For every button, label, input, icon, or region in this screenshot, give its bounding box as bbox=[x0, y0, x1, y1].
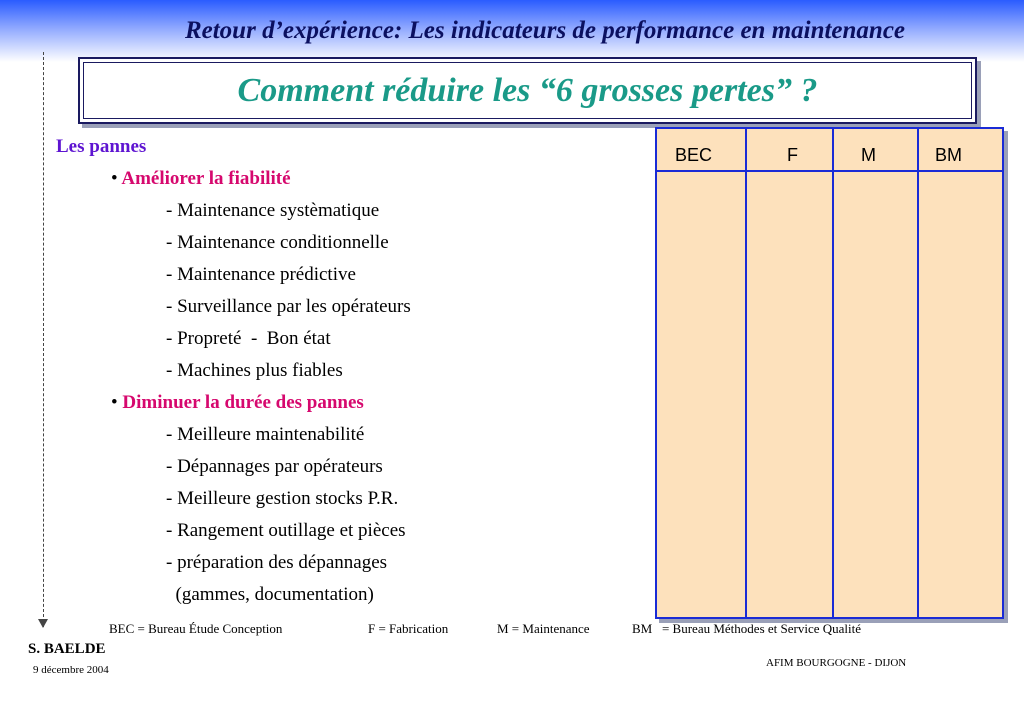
list-item: - Maintenance conditionnelle bbox=[166, 232, 389, 253]
bullet-heading-label: Améliorer la fiabilité bbox=[121, 168, 291, 189]
legend-item: M = Maintenance bbox=[497, 621, 590, 636]
legend-item: BM = Bureau Méthodes et Service Qualité bbox=[632, 621, 861, 636]
table-column-divider bbox=[745, 129, 747, 617]
table-header-divider bbox=[657, 170, 1002, 172]
list-item: - Dépannages par opérateurs bbox=[166, 456, 383, 477]
timeline-line bbox=[43, 52, 44, 627]
list-item: - Maintenance prédictive bbox=[166, 264, 356, 285]
list-item: - préparation des dépannages bbox=[166, 552, 388, 573]
bullet-heading bbox=[111, 168, 291, 190]
legend-item: F = Fabrication bbox=[368, 621, 449, 636]
section-title: Les pannes bbox=[56, 136, 147, 157]
subtitle-box bbox=[78, 57, 977, 124]
list-item: - Meilleure gestion stocks P.R. bbox=[166, 488, 399, 509]
list-item: - Machines plus fiables bbox=[166, 360, 343, 381]
legend-item: BEC = Bureau Étude Conception bbox=[109, 621, 283, 636]
table-header-f: F bbox=[787, 145, 798, 165]
organization-name: AFIM BOURGOGNE - DIJON bbox=[766, 657, 907, 669]
slide-subtitle: Comment réduire les “6 grosses pertes” ? bbox=[237, 71, 818, 109]
list-item: - Rangement outillage et pièces bbox=[166, 520, 406, 541]
list-item: - Propreté - Bon état bbox=[166, 328, 331, 349]
responsibility-table bbox=[655, 127, 1004, 619]
bullet-heading-label: Diminuer la durée des pannes bbox=[122, 392, 364, 413]
presentation-date: 9 décembre 2004 bbox=[33, 664, 109, 676]
list-item: - Meilleure maintenabilité bbox=[166, 424, 365, 445]
table-header-bm: BM bbox=[935, 145, 962, 165]
list-item: (gammes, documentation) bbox=[166, 584, 374, 605]
table-header-m: M bbox=[861, 145, 876, 165]
arrow-down-icon bbox=[38, 619, 48, 628]
list-item: - Maintenance systèmatique bbox=[166, 200, 380, 221]
author-name: S. BAELDE bbox=[28, 641, 106, 657]
bullet-heading bbox=[111, 392, 364, 414]
header-title: Retour d’expérience: Les indicateurs de performance en maintenance bbox=[184, 17, 906, 44]
table-column-divider bbox=[917, 129, 919, 617]
bullet-icon: • bbox=[111, 392, 118, 413]
list-item: - Surveillance par les opérateurs bbox=[166, 296, 411, 317]
table-header-bec: BEC bbox=[675, 145, 713, 165]
table-column-divider bbox=[832, 129, 834, 617]
bullet-icon: • bbox=[111, 168, 118, 189]
